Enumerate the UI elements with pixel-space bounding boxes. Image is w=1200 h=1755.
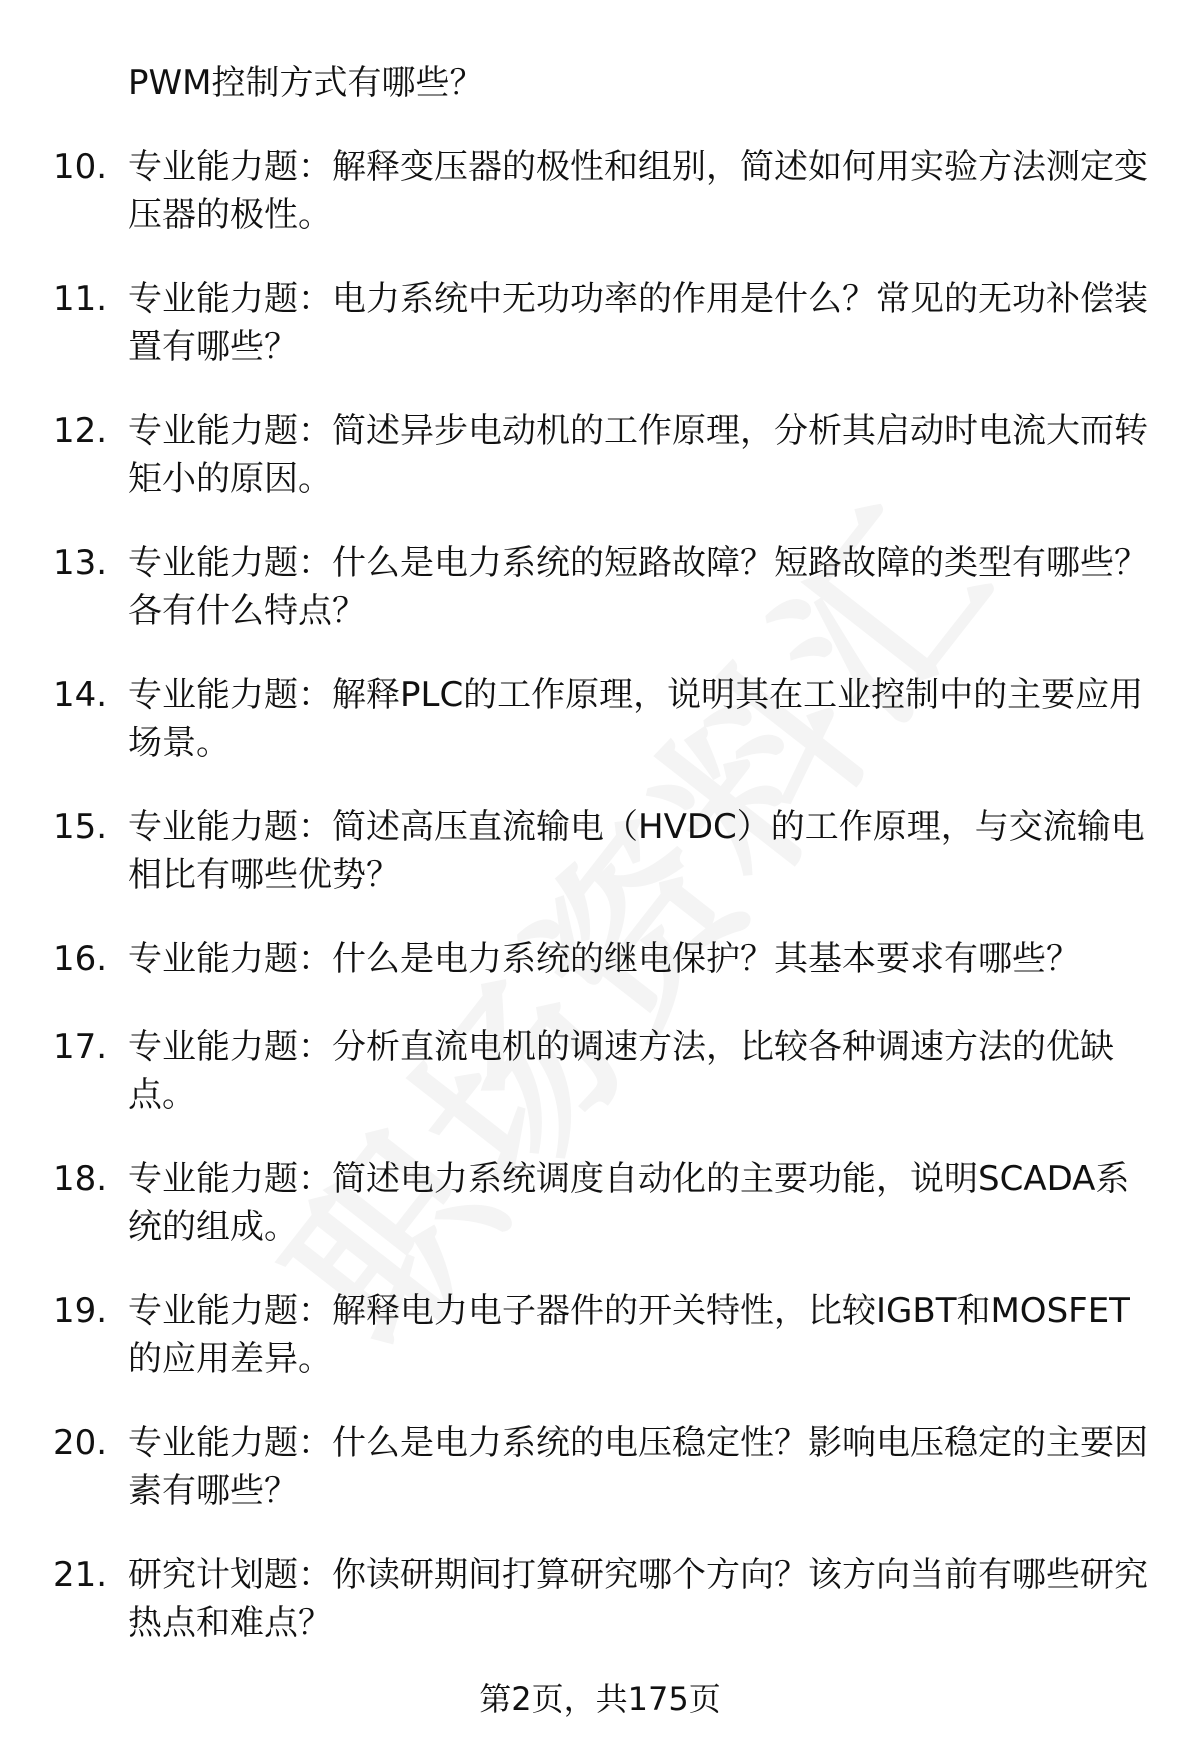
list-item xyxy=(0,539,1200,671)
continuation-text: PWM控制方式有哪些？ xyxy=(128,63,484,103)
list-item xyxy=(0,1287,1200,1419)
list-item xyxy=(0,1419,1200,1551)
item-text: 专业能力题：简述电力系统调度自动化的主要功能，说明SCADA系统的组成。 xyxy=(128,1159,1130,1247)
item-text: 专业能力题：简述异步电动机的工作原理，分析其启动时电流大而转矩小的原因。 xyxy=(128,411,1148,499)
list-item xyxy=(0,275,1200,407)
item-text: 专业能力题：什么是电力系统的电压稳定性？影响电压稳定的主要因素有哪些？ xyxy=(128,1423,1148,1511)
item-number: 20. xyxy=(53,1423,108,1463)
item-number: 11. xyxy=(53,279,108,319)
item-number: 18. xyxy=(53,1159,108,1199)
item-text: 专业能力题：什么是电力系统的短路故障？短路故障的类型有哪些？各有什么特点？ xyxy=(128,543,1148,631)
item-text: 专业能力题：解释变压器的极性和组别，简述如何用实验方法测定变压器的极性。 xyxy=(128,147,1148,235)
list-item xyxy=(0,407,1200,539)
list-item xyxy=(0,1155,1200,1287)
item-text: 研究计划题：你读研期间打算研究哪个方向？该方向当前有哪些研究热点和难点？ xyxy=(128,1555,1148,1643)
item-number: 15. xyxy=(53,807,108,847)
list-item xyxy=(0,143,1200,275)
list-item xyxy=(0,1551,1200,1683)
item-number: 13. xyxy=(53,543,108,583)
item-text: 专业能力题：电力系统中无功功率的作用是什么？常见的无功补偿装置有哪些？ xyxy=(128,279,1148,367)
item-number: 16. xyxy=(53,939,108,979)
question-list xyxy=(0,143,1200,1683)
item-text: 专业能力题：分析直流电机的调速方法，比较各种调速方法的优缺点。 xyxy=(128,1027,1114,1115)
list-item xyxy=(0,935,1200,1023)
item-number: 19. xyxy=(53,1291,108,1331)
item-number: 17. xyxy=(53,1027,108,1067)
item-text: 专业能力题：简述高压直流输电（HVDC）的工作原理，与交流输电相比有哪些优势？ xyxy=(128,807,1145,895)
list-item xyxy=(0,671,1200,803)
item-number: 10. xyxy=(53,147,108,187)
item-text: 专业能力题：什么是电力系统的继电保护？其基本要求有哪些？ xyxy=(128,939,1080,979)
item-number: 21. xyxy=(53,1555,108,1595)
item-number: 12. xyxy=(53,411,108,451)
item-text: 专业能力题：解释PLC的工作原理，说明其在工业控制中的主要应用场景。 xyxy=(128,675,1144,763)
item-number: 14. xyxy=(53,675,108,715)
item-text: 专业能力题：解释电力电子器件的开关特性，比较IGBT和MOSFET的应用差异。 xyxy=(128,1291,1130,1379)
list-item xyxy=(0,1023,1200,1155)
list-item xyxy=(0,803,1200,935)
page-footer: 第2页，共175页 xyxy=(479,1680,721,1718)
